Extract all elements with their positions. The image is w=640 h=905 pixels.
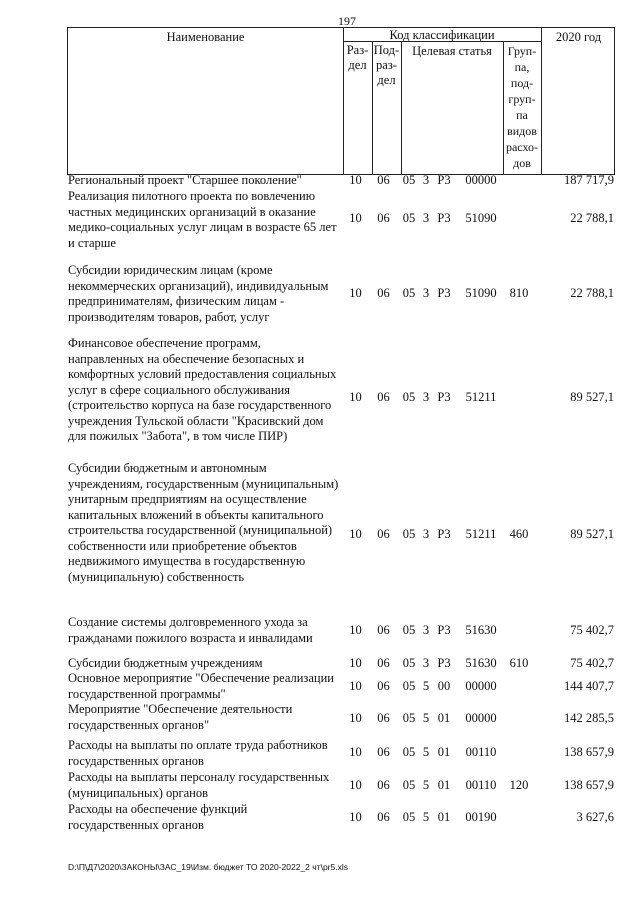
page-number: 197: [338, 14, 356, 28]
target-subprogram-cell: 5: [422, 745, 430, 759]
row-description: Реализация пилотного проекта по вовлечению частных медицинских организаций в оказание медико-социальных услуг лицам в возрасте 65 лет и старше: [68, 189, 337, 250]
amount-cell: 142 285,5: [564, 711, 614, 725]
podrazdel-cell: 06: [377, 211, 390, 225]
podrazdel-cell: 06: [377, 656, 390, 670]
razdel-cell: 10: [349, 778, 362, 792]
target-program-cell: 05: [402, 656, 416, 670]
target-event-cell: P3: [437, 173, 451, 187]
target-program-cell: 05: [402, 679, 416, 693]
target-direction-cell: 00110: [465, 745, 497, 759]
podrazdel-cell: 06: [377, 173, 390, 187]
razdel-cell: 10: [349, 679, 362, 693]
razdel-cell: 10: [349, 390, 362, 404]
target-event-cell: P3: [437, 623, 451, 637]
header-podrazdel: Под- раз- дел: [373, 43, 400, 87]
row-description: Субсидии бюджетным учреждениям: [68, 656, 263, 670]
target-event-cell: 01: [437, 745, 451, 759]
file-path-footer: D:\П\Д7\2020\ЗАКОНЫ\ЗАС_19\Изм. бюджет ТО 2020-2022_2 чт\pr5.xls: [68, 862, 348, 872]
target-direction-cell: 00190: [465, 810, 497, 824]
razdel-cell: 10: [349, 745, 362, 759]
target-program-cell: 05: [402, 623, 416, 637]
amount-cell: 138 657,9: [564, 778, 614, 792]
group-cell: 120: [509, 778, 529, 792]
target-subprogram-cell: 3: [422, 286, 430, 300]
row-description: Финансовое обеспечение программ, направленных на обеспечение безопасных и комфортных условий предоставления социальных услуг в сфере социального обслуживания (строительство корпуса на базе государственного учреждения Тульской области "Красивский дом для пожилых "Забота", в том числе ПИР): [68, 336, 337, 443]
target-subprogram-cell: 5: [422, 810, 430, 824]
razdel-cell: 10: [349, 286, 362, 300]
header-divider: [541, 28, 542, 174]
podrazdel-cell: 06: [377, 286, 390, 300]
podrazdel-cell: 06: [377, 623, 390, 637]
group-cell: 810: [509, 286, 529, 300]
amount-cell: 3 627,6: [576, 810, 614, 824]
razdel-cell: 10: [349, 211, 362, 225]
row-description: Мероприятие "Обеспечение деятельности государственных органов": [68, 702, 293, 732]
header-razdel: Раз- дел: [346, 43, 369, 72]
target-event-cell: P3: [437, 286, 451, 300]
amount-cell: 187 717,9: [564, 173, 614, 187]
header-year: 2020 год: [555, 30, 602, 44]
amount-cell: 89 527,1: [570, 390, 614, 404]
target-direction-cell: 00000: [465, 679, 497, 693]
target-direction-cell: 51630: [465, 623, 497, 637]
razdel-cell: 10: [349, 810, 362, 824]
razdel-cell: 10: [349, 623, 362, 637]
row-description: Расходы на обеспечение функций государственных органов: [68, 802, 248, 832]
target-program-cell: 05: [402, 286, 416, 300]
amount-cell: 138 657,9: [564, 745, 614, 759]
amount-cell: 89 527,1: [570, 527, 614, 541]
target-program-cell: 05: [402, 173, 416, 187]
target-event-cell: 01: [437, 711, 451, 725]
row-description: Создание системы долговременного ухода за гражданами пожилого возраста и инвалидами: [68, 615, 313, 645]
group-cell: 460: [509, 527, 529, 541]
row-description: Основное мероприятие "Обеспечение реализации государственной программы": [68, 671, 334, 701]
podrazdel-cell: 06: [377, 390, 390, 404]
row-description: Субсидии юридическим лицам (кроме некоммерческих организаций), индивидуальным предпринимателям, физическим лицам - производителям товаров, работ, услуг: [68, 263, 329, 324]
row-description: Расходы на выплаты по оплате труда работников государственных органов: [68, 738, 328, 768]
target-direction-cell: 51211: [465, 527, 497, 541]
target-program-cell: 05: [402, 745, 416, 759]
target-direction-cell: 00000: [465, 711, 497, 725]
razdel-cell: 10: [349, 711, 362, 725]
target-direction-cell: 51090: [465, 211, 497, 225]
target-program-cell: 05: [402, 810, 416, 824]
group-cell: 610: [509, 656, 529, 670]
target-program-cell: 05: [402, 211, 416, 225]
podrazdel-cell: 06: [377, 527, 390, 541]
target-event-cell: 01: [437, 810, 451, 824]
amount-cell: 144 407,7: [564, 679, 614, 693]
podrazdel-cell: 06: [377, 745, 390, 759]
target-direction-cell: 00110: [465, 778, 497, 792]
target-event-cell: P3: [437, 527, 451, 541]
header-name: Наименование: [166, 30, 245, 44]
target-program-cell: 05: [402, 711, 416, 725]
row-description: Региональный проект "Старшее поколение": [68, 173, 302, 187]
amount-cell: 75 402,7: [570, 623, 614, 637]
header-group: Груп- па, под- груп- па видов расхо- дов: [505, 44, 539, 170]
target-subprogram-cell: 3: [422, 211, 430, 225]
podrazdel-cell: 06: [377, 711, 390, 725]
target-event-cell: P3: [437, 211, 451, 225]
target-subprogram-cell: 3: [422, 623, 430, 637]
target-direction-cell: 51211: [465, 390, 497, 404]
target-event-cell: 01: [437, 778, 451, 792]
table-header: [67, 27, 615, 175]
target-subprogram-cell: 3: [422, 656, 430, 670]
target-event-cell: P3: [437, 390, 451, 404]
header-code-group: Код классификации: [389, 28, 495, 42]
target-direction-cell: 51090: [465, 286, 497, 300]
podrazdel-cell: 06: [377, 778, 390, 792]
target-subprogram-cell: 5: [422, 711, 430, 725]
target-event-cell: 00: [437, 679, 451, 693]
podrazdel-cell: 06: [377, 679, 390, 693]
target-event-cell: P3: [437, 656, 451, 670]
row-description: Субсидии бюджетным и автономным учреждениям, государственным (муниципальным) унитарным предприятиям на осуществление капитальных вложений в объекты капитального строительства государственной (муниципальной) собственности или приобретение объектов недвижимого имущества в государственную (муниципальную) собственность: [68, 461, 339, 584]
row-description: Расходы на выплаты персоналу государственных (муниципальных) органов: [68, 770, 330, 800]
target-subprogram-cell: 5: [422, 778, 430, 792]
razdel-cell: 10: [349, 527, 362, 541]
amount-cell: 22 788,1: [570, 286, 614, 300]
target-direction-cell: 51630: [465, 656, 497, 670]
amount-cell: 75 402,7: [570, 656, 614, 670]
razdel-cell: 10: [349, 173, 362, 187]
target-subprogram-cell: 3: [422, 390, 430, 404]
header-target: Целевая статья: [412, 44, 492, 58]
razdel-cell: 10: [349, 656, 362, 670]
target-direction-cell: 00000: [465, 173, 497, 187]
podrazdel-cell: 06: [377, 810, 390, 824]
target-subprogram-cell: 3: [422, 173, 430, 187]
target-program-cell: 05: [402, 778, 416, 792]
target-subprogram-cell: 5: [422, 679, 430, 693]
header-divider: [401, 41, 402, 174]
target-program-cell: 05: [402, 390, 416, 404]
target-subprogram-cell: 3: [422, 527, 430, 541]
amount-cell: 22 788,1: [570, 211, 614, 225]
target-program-cell: 05: [402, 527, 416, 541]
